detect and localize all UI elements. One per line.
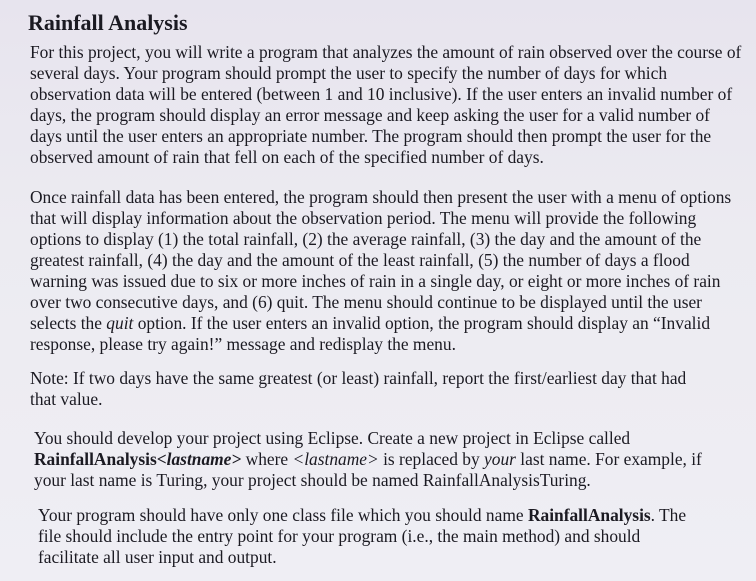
menu-text-before: Once rainfall data has been entered, the program should then present the user with a menu of options that will display information about the observation period. The menu will provide the following options to display (1) the total rainfall, (2) the average rainfall, (3) the day and the amount of the greatest rainfall, (4) the day and the amount of the least rainfall, (5) the number of days a flood warning was issued due to six or more inches of rain in a single day, or eight or more inches of rain over two consecutive days, and (6) quit. The menu should continue to be displayed until the user selects the — [30, 187, 732, 333]
document-title: Rainfall Analysis — [28, 10, 188, 35]
eclipse-text-4: last name. For example, if your last name is Turing, your project should be named RainfallAnalysisTuring. — [34, 449, 702, 490]
lastname-placeholder-bold: <lastname> — [156, 449, 242, 469]
menu-text-after: option. If the user enters an invalid option, the program should display an “Invalid response, please try again!” message and redisplay the menu. — [30, 313, 711, 354]
class-text-2: . The file should include the entry point for your program (i.e., the main method) and should facilitate all user input and output. — [38, 505, 687, 567]
eclipse-text-3: is replaced by — [378, 449, 485, 469]
paragraph-note: Note: If two days have the same greatest (or least) rainfall, report the first/earliest day that had that value. — [30, 368, 687, 409]
paragraph-intro: For this project, you will write a program that analyzes the amount of rain observed over the course of several days. Your program should prompt the user to specify the number of days for which observation data will be entered (between 1 and 10 inclusive). If the user enters an invalid number of days, the program should display an error message and keep asking the user for a valid number of days until the user enters an appropriate number. The program should then prompt the user for the observed amount of rain that fell on each of the specified number of days. — [30, 42, 742, 167]
your-emphasis: your — [484, 449, 516, 469]
class-name-bold: RainfallAnalysis — [527, 505, 651, 525]
class-text-1: Your program should have only one class file which you should name — [38, 505, 528, 525]
eclipse-text-1: You should develop your project using Eclipse. Create a new project in Eclipse called — [34, 428, 631, 448]
paragraph-class-file — [38, 505, 702, 568]
quit-emphasis: quit — [106, 313, 134, 333]
eclipse-text-2: where — [241, 449, 293, 469]
paragraph-menu-options — [30, 187, 742, 355]
lastname-placeholder: <lastname> — [292, 449, 379, 469]
paragraph-eclipse — [34, 428, 702, 491]
project-name-bold: RainfallAnalysis — [34, 449, 157, 469]
